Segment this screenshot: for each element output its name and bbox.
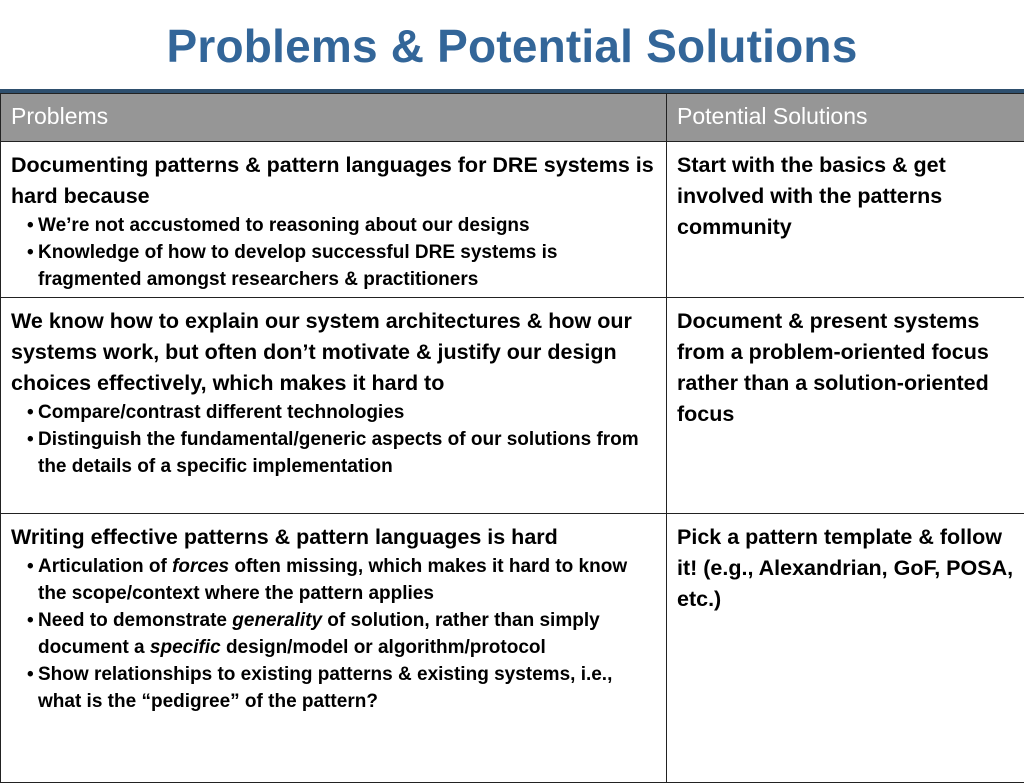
solution-cell <box>667 514 1024 783</box>
bullet-item: • Articulation of forces often missing, which makes it hard to know the scope/context where the pattern applies <box>27 553 656 607</box>
problem-bullet-list <box>11 399 656 480</box>
problem-text: We know how to explain our system architectures & how our systems work, but often don’t motivate & justify our design choices effectively, which makes it hard to <box>11 306 656 399</box>
table-row <box>1 514 1024 783</box>
header-potential-solutions: Potential Solutions <box>667 94 1024 142</box>
bullet-item: • Distinguish the fundamental/generic aspects of our solutions from the details of a specific implementation <box>27 426 656 480</box>
problem-bullet-list <box>11 212 656 293</box>
bullet-item: • We’re not accustomed to reasoning about our designs <box>27 212 656 239</box>
solution-text: Pick a pattern template & follow it! (e.g., Alexandrian, GoF, POSA, etc.) <box>677 522 1014 615</box>
bullet-item: • Compare/contrast different technologies <box>27 399 656 426</box>
problem-cell <box>1 298 667 514</box>
problem-cell <box>1 142 667 298</box>
solution-cell <box>667 298 1024 514</box>
problem-cell <box>1 514 667 783</box>
table-row <box>1 298 1024 514</box>
solution-text: Start with the basics & get involved with the patterns community <box>677 150 1014 243</box>
solution-cell <box>667 142 1024 298</box>
problem-text: Writing effective patterns & pattern languages is hard <box>11 522 656 553</box>
table-row <box>1 142 1024 298</box>
bullet-item: • Need to demonstrate generality of solution, rather than simply document a specific design/model or algorithm/protocol <box>27 607 656 661</box>
problems-solutions-table <box>0 93 1024 783</box>
problem-bullet-list <box>11 553 656 715</box>
bullet-item: • Knowledge of how to develop successful DRE systems is fragmented amongst researchers & practitioners <box>27 239 656 293</box>
problem-text: Documenting patterns & pattern languages for DRE systems is hard because <box>11 150 656 212</box>
bullet-item: • Show relationships to existing patterns & existing systems, i.e., what is the “pedigree” of the pattern? <box>27 661 656 715</box>
solution-text: Document & present systems from a problem-oriented focus rather than a solution-oriented focus <box>677 306 1014 430</box>
page-title: Problems & Potential Solutions <box>0 16 1024 76</box>
header-problems: Problems <box>1 94 667 142</box>
table-header-row <box>1 94 1024 142</box>
